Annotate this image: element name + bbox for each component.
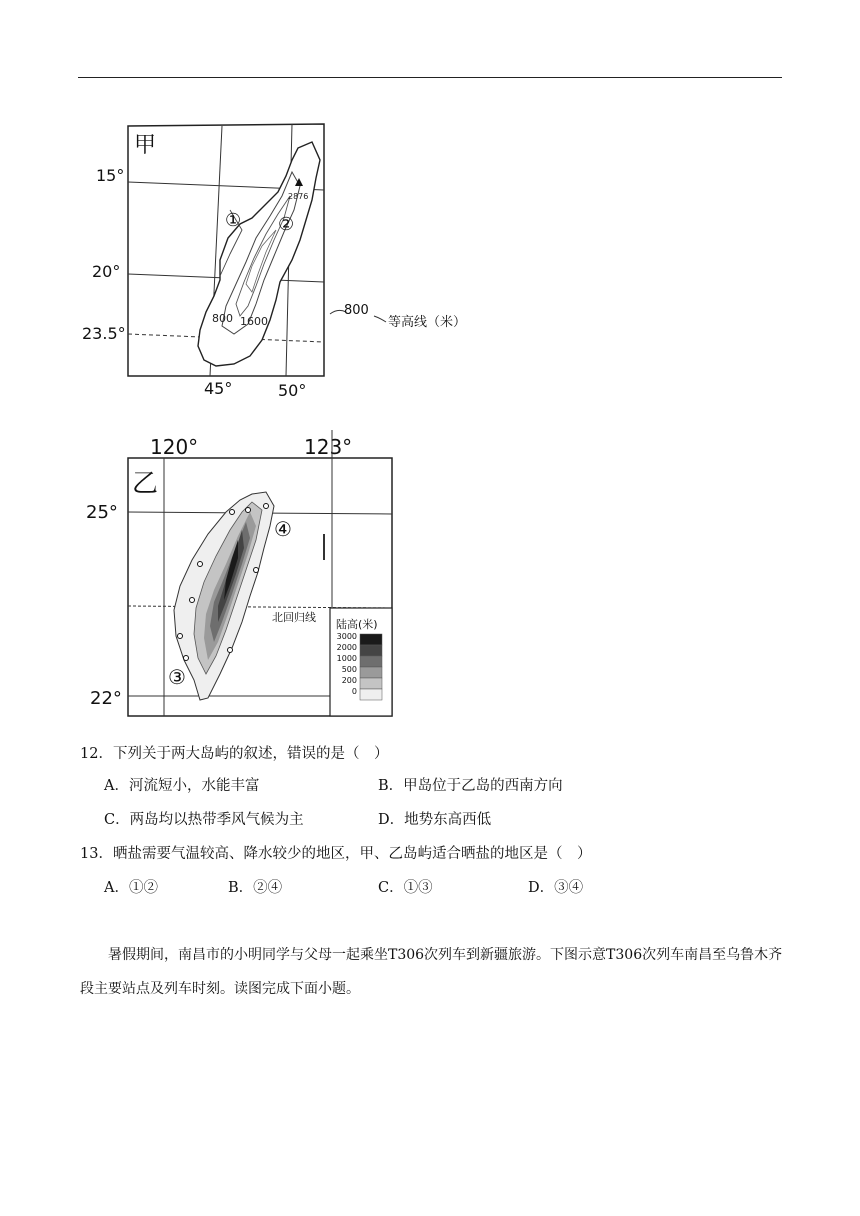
lon-45: 45°	[204, 379, 233, 398]
legend-level-label: 1000	[336, 654, 357, 663]
passage: 暑假期间，南昌市的小明同学与父母一起乘坐T306次列车到新疆旅游。下图示意T306次列车南昌至乌鲁木齐段主要站点及列车时刻。读图完成下面小题。	[80, 947, 783, 997]
q13-option-c: C．①③	[378, 880, 433, 896]
lat-20: 20°	[92, 262, 121, 281]
legend-level-label: 3000	[336, 632, 357, 641]
q12-option-d: D．地势东高西低	[378, 812, 492, 828]
lat-22: 22°	[90, 688, 122, 709]
tropic-label: 北回归线	[272, 611, 316, 624]
map-yi	[80, 430, 400, 720]
q13-option-b: B．②④	[228, 880, 283, 896]
legend-value: 800	[344, 303, 369, 318]
lat-15: 15°	[96, 166, 125, 185]
legend-swatch	[360, 678, 382, 689]
legend-level-label: 500	[341, 665, 357, 674]
q12-option-c: C．两岛均以热带季风气候为主	[104, 812, 304, 828]
lon-120: 120°	[150, 435, 199, 459]
peak-label: 2876	[288, 192, 309, 201]
lon-123: 123°	[304, 435, 353, 459]
map-jia	[80, 120, 500, 405]
contour-1600: 1600	[240, 315, 268, 328]
legend-level-label: 0	[351, 687, 357, 696]
lat-25: 25°	[86, 502, 118, 523]
map-title: 乙	[132, 469, 159, 499]
label-3: ③	[168, 665, 186, 689]
legend-title: 陆高(米)	[336, 618, 378, 631]
legend-swatch	[360, 656, 382, 667]
legend-swatch	[360, 634, 382, 645]
label-2: ②	[278, 214, 295, 235]
question-13-stem: 13．晒盐需要气温较高、降水较少的地区，甲、乙岛屿适合晒盐的地区是（ ）	[80, 846, 592, 862]
map-title: 甲	[134, 133, 157, 158]
header-rule	[78, 77, 782, 78]
q12-option-a: A．河流短小，水能丰富	[104, 778, 260, 794]
label-4: ④	[274, 517, 292, 541]
contour-800: 800	[212, 312, 233, 325]
legend-level-label: 2000	[336, 643, 357, 652]
q13-option-d: D．③④	[528, 880, 584, 896]
label-1: ①	[225, 210, 242, 231]
legend-level-label: 200	[341, 676, 357, 685]
legend-swatch	[360, 645, 382, 656]
legend-text: 等高线（米）	[388, 315, 467, 330]
q13-option-a: A．①②	[104, 880, 158, 896]
legend-swatch	[360, 667, 382, 678]
legend-swatch	[360, 689, 382, 700]
lon-50: 50°	[278, 381, 307, 400]
q12-option-b: B．甲岛位于乙岛的西南方向	[378, 778, 563, 794]
lat-23-5: 23.5°	[82, 324, 126, 343]
question-12-stem: 12．下列关于两大岛屿的叙述，错误的是（ ）	[80, 746, 389, 762]
